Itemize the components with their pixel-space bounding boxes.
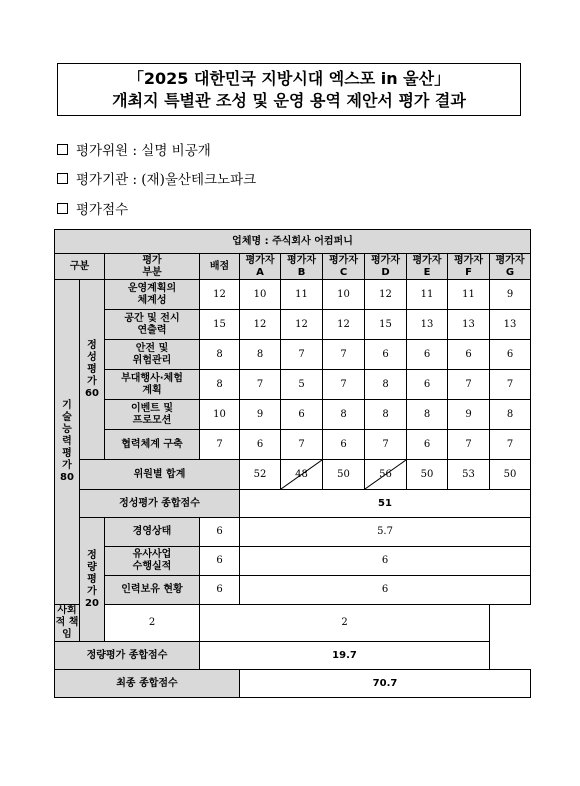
qual-item-label: 안전 및 위험관리	[105, 340, 200, 370]
table-row	[55, 370, 531, 400]
qual-score: 7	[281, 340, 323, 370]
subtotal-label: 위원별 합계	[80, 460, 240, 490]
document-title-box	[57, 63, 521, 116]
cell-text: 56	[379, 468, 392, 480]
quant-total-label: 정량평가 종합점수	[55, 642, 200, 670]
qual-score: 12	[365, 280, 407, 310]
qual-score: 10	[240, 280, 281, 310]
final-total-label: 최종 종합점수	[55, 670, 240, 698]
header-points: 배점	[200, 254, 240, 280]
header-evaluator: 평가자 C	[323, 254, 365, 280]
quant-item-label: 유사사업 수행실적	[105, 547, 200, 576]
table-row	[55, 340, 531, 370]
quant-points: 6	[200, 547, 240, 576]
table-row	[55, 490, 531, 518]
qual-score: 8	[365, 400, 407, 430]
qual-item-label: 이벤트 및 프로모션	[105, 400, 200, 430]
quant-total-value: 19.7	[200, 642, 490, 670]
checkbox-icon	[57, 203, 68, 214]
qual-score: 13	[490, 310, 531, 340]
qual-score: 6	[407, 430, 448, 460]
qual-score: 11	[448, 280, 490, 310]
qual-score: 6	[407, 340, 448, 370]
header-evaluator: 평가자 D	[365, 254, 407, 280]
quant-points: 2	[105, 605, 200, 642]
table-row	[55, 230, 531, 254]
group-tech-label: 기 술 능 력 평 가 80	[55, 280, 80, 605]
quant-value: 6	[240, 576, 531, 605]
qual-score: 9	[490, 280, 531, 310]
qual-score: 11	[281, 280, 323, 310]
subtotal-score: 50	[490, 460, 531, 490]
qual-score: 9	[240, 400, 281, 430]
subtotal-score	[365, 460, 407, 490]
qual-score: 7	[323, 340, 365, 370]
qual-score: 6	[490, 340, 531, 370]
table-row	[55, 576, 531, 605]
quant-item-label: 인력보유 현황	[105, 576, 200, 605]
qual-score: 6	[365, 340, 407, 370]
table-row	[55, 430, 531, 460]
qual-score: 7	[490, 370, 531, 400]
quant-points: 6	[200, 576, 240, 605]
qual-score: 15	[365, 310, 407, 340]
qual-item-label: 공간 및 전시 연출력	[105, 310, 200, 340]
qual-points: 7	[200, 430, 240, 460]
header-evaluator: 평가자 E	[407, 254, 448, 280]
qual-score: 7	[448, 370, 490, 400]
header-category: 구분	[55, 254, 105, 280]
qual-score: 6	[240, 430, 281, 460]
qual-score: 6	[323, 430, 365, 460]
info-score-text: 평가점수	[76, 202, 129, 218]
table-row	[55, 670, 531, 698]
qual-item-label: 운영계획의 체계성	[105, 280, 200, 310]
qual-total-value: 51	[240, 490, 531, 518]
quant-item-label: 경영상태	[105, 518, 200, 547]
qual-score: 8	[407, 400, 448, 430]
qual-score: 7	[240, 370, 281, 400]
qual-score: 6	[448, 340, 490, 370]
table-row	[55, 518, 531, 547]
qual-score: 8	[240, 340, 281, 370]
checkbox-icon	[57, 144, 68, 155]
subtotal-score: 53	[448, 460, 490, 490]
qual-score: 8	[365, 370, 407, 400]
quant-value: 6	[240, 547, 531, 576]
title-line-1: 「2025 대한민국 지방시대 엑스포 in 울산」	[127, 68, 451, 88]
header-evaluator: 평가자 F	[448, 254, 490, 280]
subtotal-score: 50	[323, 460, 365, 490]
qual-score: 8	[323, 400, 365, 430]
qual-score: 7	[490, 430, 531, 460]
quant-value: 5.7	[240, 518, 531, 547]
cell-text: 48	[295, 468, 308, 480]
qual-item-label: 협력체계 구축	[105, 430, 200, 460]
company-name-cell: 업체명 : 주식회사 어컴퍼니	[55, 230, 531, 254]
evaluation-table	[54, 229, 531, 698]
header-evaluator: 평가자 B	[281, 254, 323, 280]
qual-points: 8	[200, 340, 240, 370]
qual-score: 12	[323, 310, 365, 340]
qual-score: 7	[281, 430, 323, 460]
qual-score: 6	[281, 400, 323, 430]
info-score	[57, 198, 128, 218]
qual-points: 12	[200, 280, 240, 310]
qual-score: 9	[448, 400, 490, 430]
qual-score: 5	[281, 370, 323, 400]
qual-score: 13	[448, 310, 490, 340]
group-quant-label: 정 량 평 가 20	[80, 518, 105, 642]
checkbox-icon	[57, 173, 68, 184]
table-row	[55, 547, 531, 576]
quant-item-label: 사회적 책임	[55, 605, 79, 640]
qual-score: 13	[407, 310, 448, 340]
table-row	[55, 400, 531, 430]
qual-score: 10	[323, 280, 365, 310]
qual-points: 10	[200, 400, 240, 430]
subtotal-score: 52	[240, 460, 281, 490]
info-evaluator	[57, 139, 211, 159]
info-agency	[57, 168, 256, 188]
info-agency-text: 평가기관 : (재)울산테크노파크	[76, 172, 257, 188]
table-row	[55, 642, 531, 670]
final-total-value: 70.7	[240, 670, 531, 698]
qual-score: 7	[323, 370, 365, 400]
qual-points: 8	[200, 370, 240, 400]
info-evaluator-text: 평가위원 : 실명 비공개	[76, 143, 211, 159]
qual-item-label: 부대행사·체험 계획	[105, 370, 200, 400]
quant-value: 2	[200, 605, 490, 642]
group-qual-label: 정 성 평 가 60	[80, 280, 105, 460]
qual-total-label: 정성평가 종합점수	[80, 490, 240, 518]
table-row	[55, 310, 531, 340]
qual-score: 6	[407, 370, 448, 400]
subtotal-score: 50	[407, 460, 448, 490]
qual-points: 15	[200, 310, 240, 340]
quant-points: 6	[200, 518, 240, 547]
header-evaluator: 평가자 G	[490, 254, 531, 280]
table-row	[55, 254, 531, 280]
qual-score: 11	[407, 280, 448, 310]
table-row	[55, 460, 531, 490]
qual-score: 7	[365, 430, 407, 460]
qual-score: 12	[240, 310, 281, 340]
subtotal-score	[281, 460, 323, 490]
qual-score: 7	[448, 430, 490, 460]
table-row	[55, 280, 531, 310]
table-row	[55, 605, 531, 642]
header-item: 평가 부분	[105, 254, 200, 280]
header-evaluator: 평가자 A	[240, 254, 281, 280]
qual-score: 12	[281, 310, 323, 340]
qual-score: 8	[490, 400, 531, 430]
title-line-2: 개최지 특별관 조성 및 운영 용역 제안서 평가 결과	[112, 90, 466, 110]
